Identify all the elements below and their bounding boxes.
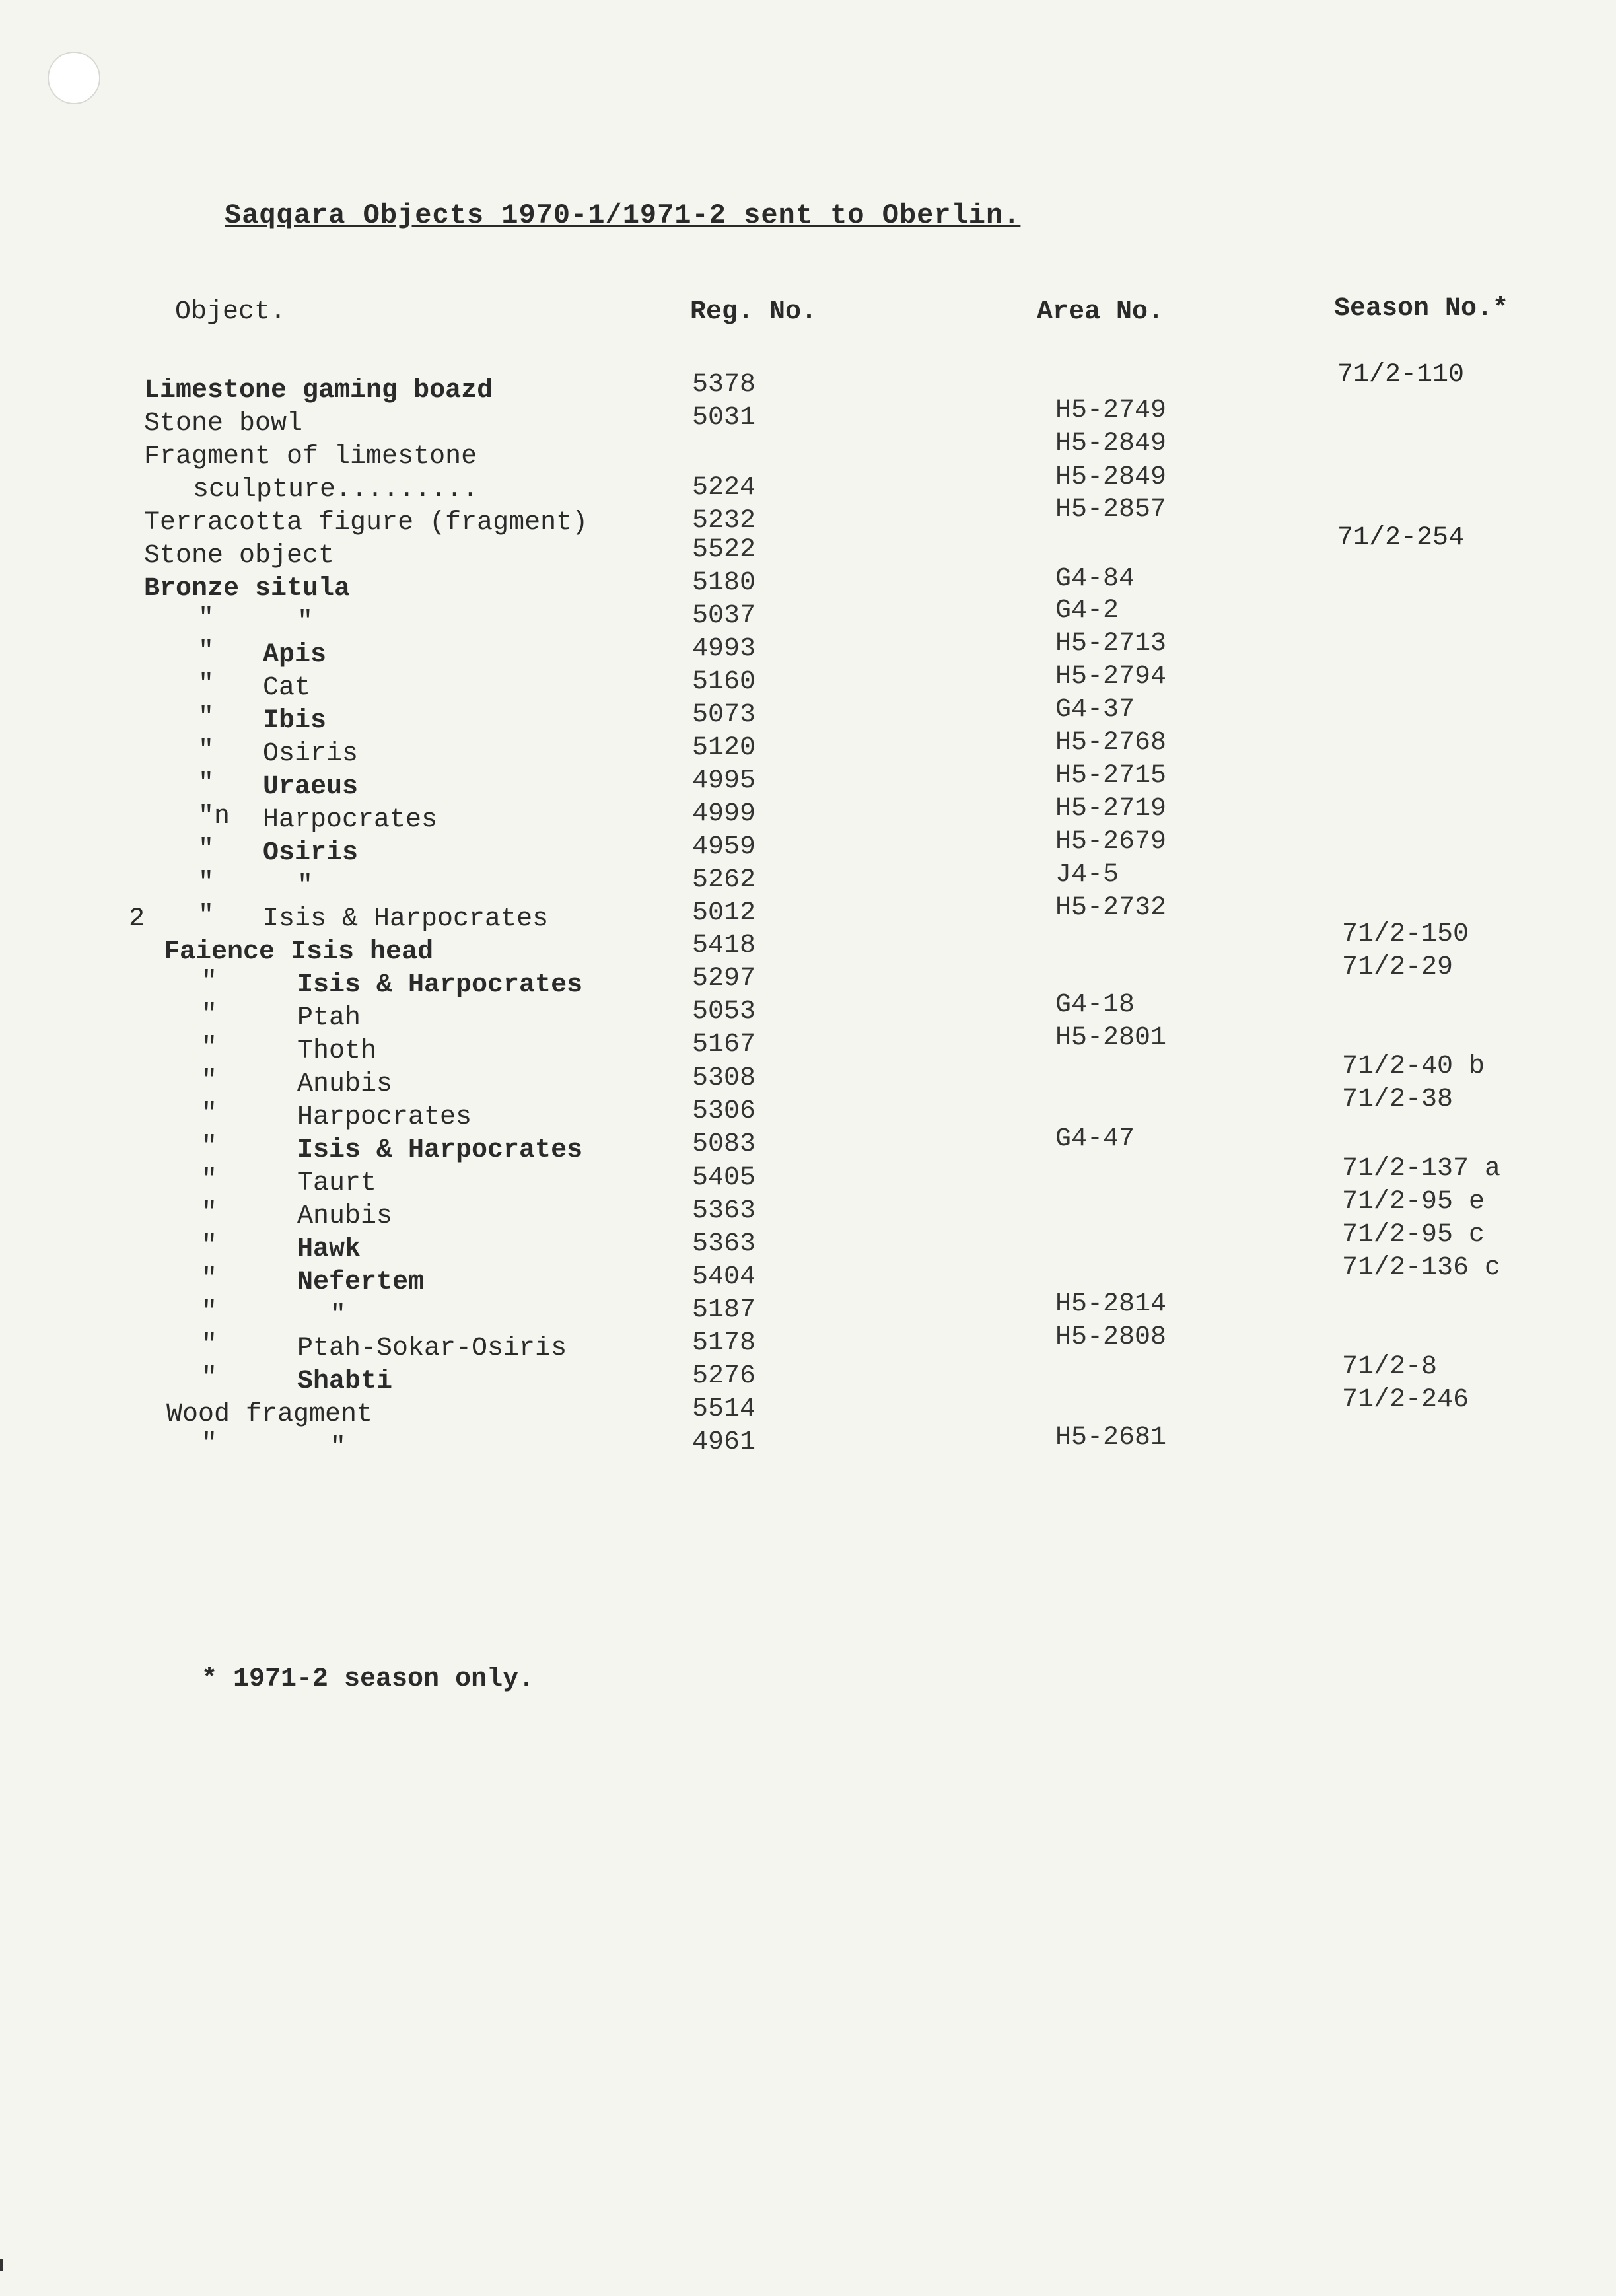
reg-no-cell: 4995 [692,766,756,796]
season-cell-extra: 71/2-254 [1337,523,1465,553]
ditto-mark: " [201,1165,218,1195]
season-no-cell: 71/2-40 b [1342,1052,1485,1081]
reg-no-cell: 5418 [692,931,756,960]
area-no-cell: H5-2801 [1055,1023,1167,1053]
reg-no-cell: 5120 [692,733,756,763]
ditto-mark: " [201,1198,218,1228]
object-cell: Stone object [144,541,335,571]
edge-mark [0,2259,3,2271]
season-no-cell: 71/2-8 [1342,1352,1438,1382]
object-cell: Ibis [263,706,327,736]
area-no-cell: H5-2719 [1055,794,1167,824]
object-cell: Harpocrates [297,1102,472,1132]
ditto-mark: "n [198,802,230,832]
reg-no-cell: 5180 [692,568,756,598]
page-title: Saqqara Objects 1970-1/1971-2 sent to Oberlin. [225,199,1021,231]
area-no-cell: G4-18 [1055,990,1135,1020]
season-no-cell: 71/2-150 [1342,919,1469,949]
ditto-mark: " [198,637,215,666]
area-no-cell: H5-2808 [1055,1322,1167,1352]
area-no-cell: G4-47 [1055,1124,1135,1154]
ditto-mark: " [201,1000,218,1030]
object-cell: " [330,1301,347,1330]
object-cell: " [297,607,314,637]
season-no-cell: 71/2-38 [1342,1085,1454,1114]
ditto-mark: " [201,1231,218,1261]
area-no-cell: G4-37 [1055,695,1135,725]
reg-no-cell: 5404 [692,1262,756,1292]
ditto-mark: " [198,901,215,931]
object-cell: Cat [263,673,311,703]
ditto-mark: " [201,1099,218,1129]
reg-no-cell: 5073 [692,700,756,730]
area-no-cell: H5-2715 [1055,761,1167,791]
ditto-mark: " [198,670,215,700]
ditto-mark: " [201,1066,218,1096]
reg-no-cell: 4999 [692,799,756,829]
row-prefix: 2 [129,904,145,934]
reg-no-cell: 5405 [692,1163,756,1193]
object-cell: Osiris [263,739,359,769]
reg-no-cell: 5083 [692,1130,756,1159]
object-cell: Osiris [263,838,359,868]
object-cell: Thoth [297,1036,377,1066]
season-cell-extra: 71/2-110 [1337,360,1465,390]
object-cell: Hawk [297,1235,361,1264]
ditto-mark: " [201,1264,218,1294]
reg-no-cell: 5363 [692,1196,756,1226]
object-cell: Wood fragment [166,1400,373,1429]
season-no-cell: 71/2-246 [1342,1385,1469,1415]
header-object: Object. [175,297,287,327]
ditto-mark: " [198,769,215,799]
reg-no-cell: 5232 [692,506,756,536]
area-no-cell: H5-2814 [1055,1289,1167,1319]
object-cell: Isis & Harpocrates [263,904,549,934]
area-no-cell: H5-2857 [1055,495,1167,524]
object-cell: Apis [263,640,327,670]
reg-no-cell: 5363 [692,1229,756,1259]
area-no-cell: H5-2768 [1055,728,1167,758]
area-no-cell: H5-2749 [1055,396,1167,425]
ditto-mark: " [198,868,215,898]
ditto-mark: " [201,1330,218,1360]
area-no-cell: H5-2681 [1055,1423,1167,1453]
reg-no-cell: 5160 [692,667,756,697]
area-no-cell: G4-84 [1055,564,1135,594]
object-cell: Shabti [297,1367,393,1396]
area-no-cell: J4-5 [1055,860,1119,890]
area-no-cell: H5-2679 [1055,827,1167,857]
reg-no-cell: 5522 [692,535,756,565]
object-cell: Taurt [297,1168,377,1198]
object-cell: Uraeus [263,772,359,802]
footnote: * 1971-2 season only. [201,1665,535,1694]
object-cell: Fragment of limestone [144,442,477,472]
object-cell: Isis & Harpocrates [297,970,583,1000]
area-no-cell: H5-2732 [1055,893,1167,923]
object-cell: Harpocrates [263,805,438,835]
reg-no-cell: 5031 [692,403,756,433]
ditto-mark: " [201,1429,218,1459]
object-cell: Ptah-Sokar-Osiris [297,1334,567,1363]
area-no-cell: H5-2849 [1055,462,1167,492]
season-no-cell: 71/2-136 c [1342,1253,1501,1283]
reg-no-cell: 5224 [692,473,756,503]
area-no-cell: H5-2713 [1055,629,1167,659]
object-cell: Bronze situla [144,574,351,604]
reg-no-cell: 5276 [692,1361,756,1391]
reg-no-cell: 5378 [692,370,756,400]
object-cell: Anubis [297,1069,393,1099]
header-season-no: Season No.* [1334,294,1509,324]
ditto-mark: " [201,1363,218,1393]
object-cell: " [330,1433,347,1462]
area-no-cell: H5-2794 [1055,662,1167,692]
reg-no-cell: 5178 [692,1328,756,1358]
reg-no-cell: 5187 [692,1295,756,1325]
object-cell: Limestone gaming boazd [144,376,493,406]
object-cell: Faience Isis head [164,937,434,967]
header-area-no: Area No. [1037,297,1164,327]
object-cell: Terracotta figure (fragment) [144,508,588,538]
area-no-cell: G4-2 [1055,596,1119,626]
ditto-mark: " [201,1297,218,1327]
ditto-mark: " [198,835,215,865]
reg-no-cell: 5167 [692,1030,756,1059]
header-reg-no: Reg. No. [690,297,818,327]
ditto-mark: " [201,1132,218,1162]
object-cell: " [297,871,314,901]
reg-no-cell: 4961 [692,1427,756,1457]
season-no-cell: 71/2-29 [1342,952,1454,982]
reg-no-cell: 5297 [692,964,756,993]
reg-no-cell: 5053 [692,997,756,1026]
area-no-cell: H5-2849 [1055,429,1167,458]
reg-no-cell: 4959 [692,832,756,862]
object-cell: Stone bowl [144,409,303,439]
reg-no-cell: 5012 [692,898,756,928]
season-no-cell: 71/2-95 c [1342,1220,1485,1250]
reg-no-cell: 5262 [692,865,756,895]
punch-hole [48,52,100,104]
ditto-mark: " [198,736,215,766]
reg-no-cell: 5306 [692,1096,756,1126]
ditto-mark: " [198,703,215,733]
object-cell: Isis & Harpocrates [297,1135,583,1165]
season-no-cell: 71/2-137 a [1342,1154,1501,1184]
ditto-mark: " [201,1033,218,1063]
object-cell: Ptah [297,1003,361,1033]
reg-no-cell: 5037 [692,601,756,631]
ditto-mark: " [201,967,218,997]
ditto-mark: " [198,604,215,633]
reg-no-cell: 4993 [692,634,756,664]
object-cell: sculpture......... [193,475,479,505]
object-cell: Anubis [297,1202,393,1231]
object-cell: Nefertem [297,1268,425,1297]
reg-no-cell: 5514 [692,1394,756,1424]
reg-no-cell: 5308 [692,1063,756,1093]
season-no-cell: 71/2-95 e [1342,1187,1485,1217]
